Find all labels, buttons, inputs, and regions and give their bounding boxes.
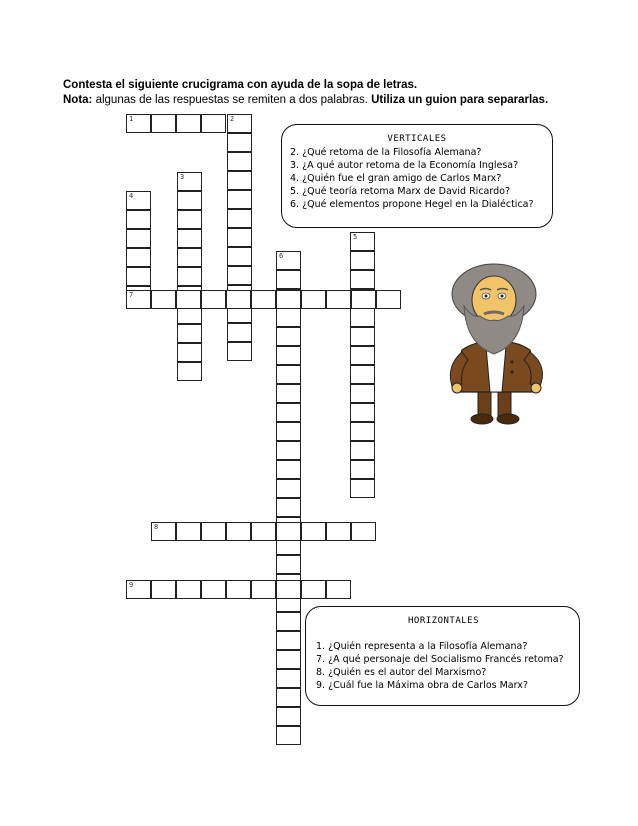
crossword-cell[interactable]: [227, 266, 252, 285]
crossword-cell[interactable]: [177, 324, 202, 343]
clue-number: 1: [129, 115, 134, 123]
crossword-cell[interactable]: [177, 362, 202, 381]
crossword-cell[interactable]: [227, 133, 252, 152]
crossword-cell[interactable]: [126, 267, 151, 286]
horizontal-clue-9: 9. ¿Cuál fue la Máxima obra de Carlos Marx?: [316, 680, 528, 691]
crossword-cell[interactable]: [276, 688, 301, 707]
crossword-cell[interactable]: [177, 267, 202, 286]
clue-number: 9: [129, 581, 134, 589]
crossword-cell[interactable]: [151, 114, 176, 133]
crossword-cell[interactable]: [201, 522, 226, 541]
crossword-cell[interactable]: [251, 290, 276, 309]
crossword-cell[interactable]: [326, 522, 351, 541]
crossword-cell[interactable]: [276, 555, 301, 574]
crossword-cell[interactable]: [276, 612, 301, 631]
crossword-cell[interactable]: [301, 290, 326, 309]
verticales-box: [281, 124, 553, 228]
verticales-title: VERTICALES: [387, 134, 447, 144]
crossword-cell[interactable]: [276, 270, 301, 289]
crossword-cell[interactable]: [226, 580, 251, 599]
crossword-cell[interactable]: [350, 441, 375, 460]
horizontal-clue-1: 1. ¿Quién representa a la Filosofía Alemana?: [316, 641, 528, 652]
crossword-cell[interactable]: [376, 290, 401, 309]
crossword-cell[interactable]: [227, 209, 252, 228]
crossword-cell[interactable]: [201, 290, 226, 309]
crossword-cell[interactable]: [350, 232, 375, 251]
crossword-cell[interactable]: [227, 171, 252, 190]
crossword-cell[interactable]: [227, 190, 252, 209]
crossword-cell[interactable]: [350, 327, 375, 346]
crossword-cell[interactable]: [126, 248, 151, 267]
crossword-cell[interactable]: [126, 229, 151, 248]
crossword-cell[interactable]: [201, 114, 226, 133]
crossword-cell[interactable]: [276, 441, 301, 460]
nota-text: algunas de las respuestas se remiten a dos palabras.: [92, 94, 368, 106]
instruction-line-1: Contesta el siguiente crucigrama con ayuda de la sopa de letras.: [63, 79, 418, 91]
clue-number: 3: [180, 173, 185, 181]
crossword-cell[interactable]: [177, 191, 202, 210]
clue-number: 6: [279, 252, 284, 260]
crossword-cell[interactable]: [276, 522, 301, 541]
horizontales-title: HORIZONTALES: [407, 616, 480, 626]
clue-number: 5: [353, 233, 358, 241]
karl-marx-cartoon-icon: [440, 262, 552, 430]
crossword-cell[interactable]: [350, 422, 375, 441]
nota-emphasis: Utiliza un guion para separarlas.: [367, 94, 549, 106]
vertical-clue-4: 4. ¿Quién fue el gran amigo de Carlos Marx?: [290, 173, 502, 184]
crossword-cell[interactable]: [176, 290, 201, 309]
crossword-cell[interactable]: [151, 522, 176, 541]
crossword-cell[interactable]: [276, 479, 301, 498]
crossword-cell[interactable]: [251, 580, 276, 599]
crossword-cell[interactable]: [276, 726, 301, 745]
crossword-cell[interactable]: [226, 522, 251, 541]
crossword-cell[interactable]: [276, 346, 301, 365]
crossword-cell[interactable]: [276, 631, 301, 650]
crossword-cell[interactable]: [301, 580, 326, 599]
crossword-cell[interactable]: [177, 210, 202, 229]
crossword-cell[interactable]: [126, 191, 151, 210]
crossword-cell[interactable]: [350, 384, 375, 403]
horizontales-box: [305, 606, 580, 706]
clue-number: 7: [129, 291, 134, 299]
crossword-cell[interactable]: [351, 290, 376, 309]
crossword-cell[interactable]: [176, 580, 201, 599]
horizontal-clue-8: 8. ¿Quién es el autor del Marxismo?: [316, 667, 487, 678]
horizontal-clue-7: 7. ¿A qué personaje del Socialismo Francés retoma?: [316, 654, 564, 665]
crossword-cell[interactable]: [226, 290, 251, 309]
crossword-cell[interactable]: [276, 327, 301, 346]
crossword-cell[interactable]: [276, 403, 301, 422]
crossword-cell[interactable]: [350, 346, 375, 365]
vertical-clue-2: 2. ¿Qué retoma de la Filosofía Alemana?: [290, 147, 482, 158]
crossword-cell[interactable]: [350, 403, 375, 422]
crossword-cell[interactable]: [227, 247, 252, 266]
crossword-cell[interactable]: [126, 290, 151, 309]
crossword-cell[interactable]: [151, 290, 176, 309]
clue-number: 8: [154, 523, 159, 531]
crossword-cell[interactable]: [227, 228, 252, 247]
vertical-clue-3: 3. ¿A qué autor retoma de la Economía Inglesa?: [290, 160, 519, 171]
clue-number: 2: [230, 115, 235, 123]
crossword-cell[interactable]: [301, 522, 326, 541]
crossword-cell[interactable]: [276, 290, 301, 309]
crossword-cell[interactable]: [177, 229, 202, 248]
crossword-cell[interactable]: [177, 172, 202, 191]
crossword-cell[interactable]: [201, 580, 226, 599]
crossword-cell[interactable]: [227, 114, 252, 133]
crossword-cell[interactable]: [350, 365, 375, 384]
crossword-cell[interactable]: [276, 650, 301, 669]
crossword-cell[interactable]: [227, 152, 252, 171]
crossword-cell[interactable]: [151, 580, 176, 599]
crossword-cell[interactable]: [227, 323, 252, 342]
vertical-clue-6: 6. ¿Qué elementos propone Hegel en la Dialéctica?: [290, 199, 534, 210]
crossword-cell[interactable]: [326, 580, 351, 599]
crossword-cell[interactable]: [276, 669, 301, 688]
crossword-cell[interactable]: [350, 460, 375, 479]
crossword-cell[interactable]: [350, 308, 375, 327]
crossword-cell[interactable]: [276, 460, 301, 479]
crossword-cell[interactable]: [276, 384, 301, 403]
crossword-cell[interactable]: [126, 114, 151, 133]
crossword-cell[interactable]: [276, 580, 301, 599]
clue-number: 4: [129, 192, 134, 200]
nota-label: Nota:: [63, 94, 93, 106]
crossword-cell[interactable]: [276, 308, 301, 327]
crossword-cell[interactable]: [276, 422, 301, 441]
crossword-cell[interactable]: [126, 210, 151, 229]
crossword-cell[interactable]: [350, 479, 375, 498]
crossword-cell[interactable]: [326, 290, 351, 309]
crossword-cell[interactable]: [351, 522, 376, 541]
crossword-cell[interactable]: [276, 251, 301, 270]
crossword-cell[interactable]: [126, 580, 151, 599]
crossword-cell[interactable]: [227, 342, 252, 361]
crossword-cell[interactable]: [350, 270, 375, 289]
crossword-cell[interactable]: [176, 114, 201, 133]
vertical-clue-5: 5. ¿Qué teoría retoma Marx de David Ricardo?: [290, 186, 510, 197]
crossword-cell[interactable]: [350, 251, 375, 270]
crossword-cell[interactable]: [276, 365, 301, 384]
crossword-cell[interactable]: [276, 707, 301, 726]
crossword-cell[interactable]: [177, 248, 202, 267]
crossword-cell[interactable]: [177, 343, 202, 362]
crossword-cell[interactable]: [276, 498, 301, 517]
crossword-cell[interactable]: [176, 522, 201, 541]
crossword-cell[interactable]: [251, 522, 276, 541]
